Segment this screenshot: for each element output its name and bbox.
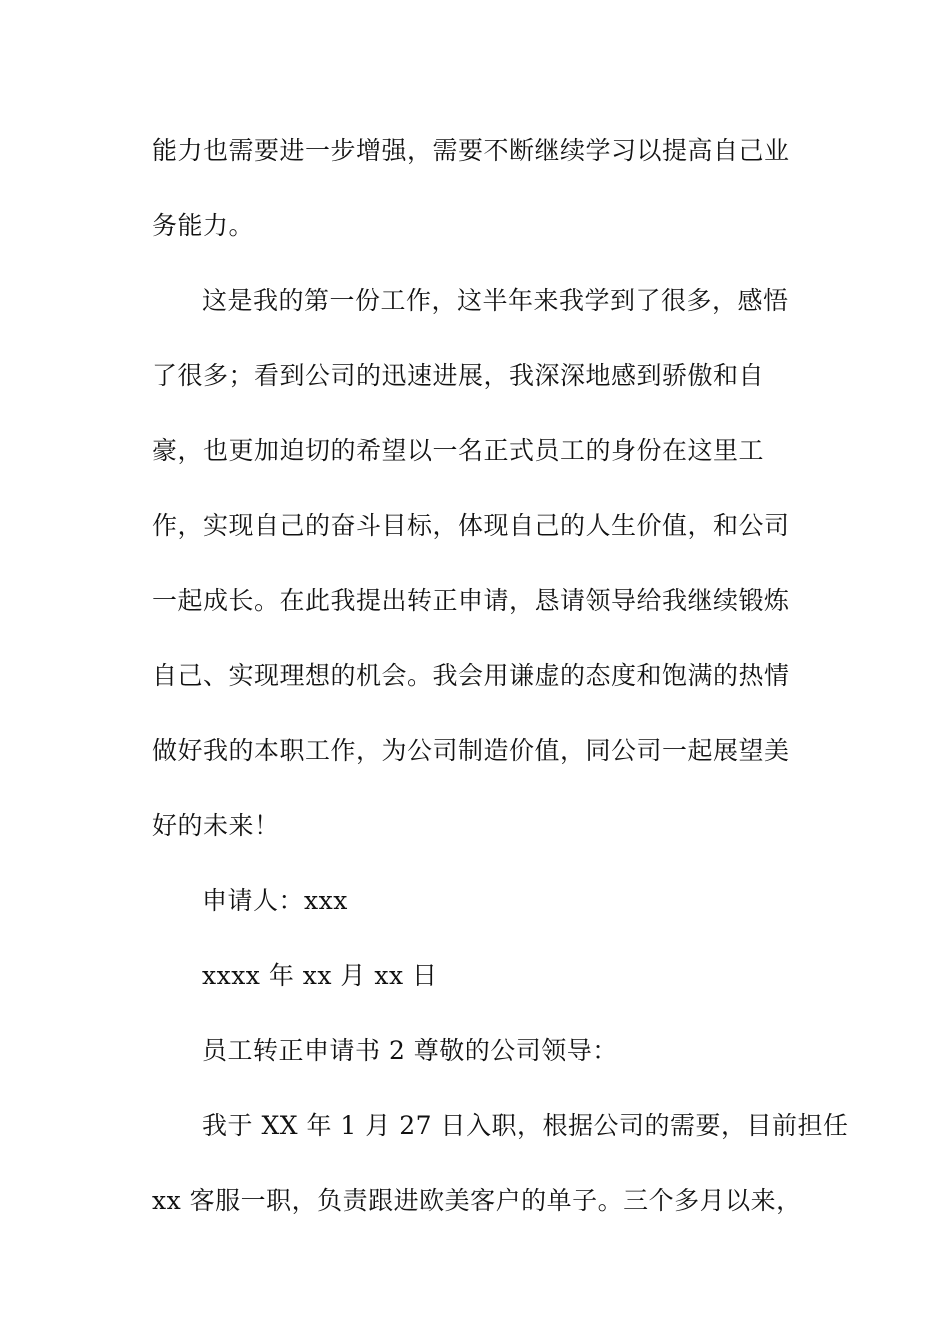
paragraph-line: 自己、实现理想的机会。我会用谦虚的态度和饱满的热情 [152, 661, 790, 690]
paragraph-line: 好的未来！ [152, 811, 280, 840]
paragraph-line: 做好我的本职工作，为公司制造价值，同公司一起展望美 [152, 736, 790, 765]
paragraph-line: 了很多；看到公司的迅速进展，我深深地感到骄傲和自 [152, 361, 765, 390]
section-heading: 员工转正申请书 2 尊敬的公司领导： [202, 1036, 618, 1065]
application-date: xxxx 年 xx 月 xx 日 [202, 961, 438, 990]
paragraph-line: 能力也需要进一步增强，需要不断继续学习以提高自己业 [152, 136, 790, 165]
paragraph-line: 一起成长。在此我提出转正申请，恳请领导给我继续锻炼 [152, 586, 790, 615]
paragraph-line: xx 客服一职，负责跟进欧美客户的单子。三个多月以来， [152, 1186, 802, 1215]
paragraph-line: 我于 XX 年 1 月 27 日入职，根据公司的需要，目前担任 [202, 1111, 849, 1140]
paragraph-line: 务能力。 [152, 211, 255, 240]
paragraph-line: 作，实现自己的奋斗目标，体现自己的人生价值，和公司 [152, 511, 790, 540]
paragraph-line: 这是我的第一份工作，这半年来我学到了很多，感悟 [202, 286, 789, 315]
paragraph-line: 豪，也更加迫切的希望以一名正式员工的身份在这里工 [152, 436, 765, 465]
applicant-signature: 申请人：xxx [202, 886, 348, 915]
